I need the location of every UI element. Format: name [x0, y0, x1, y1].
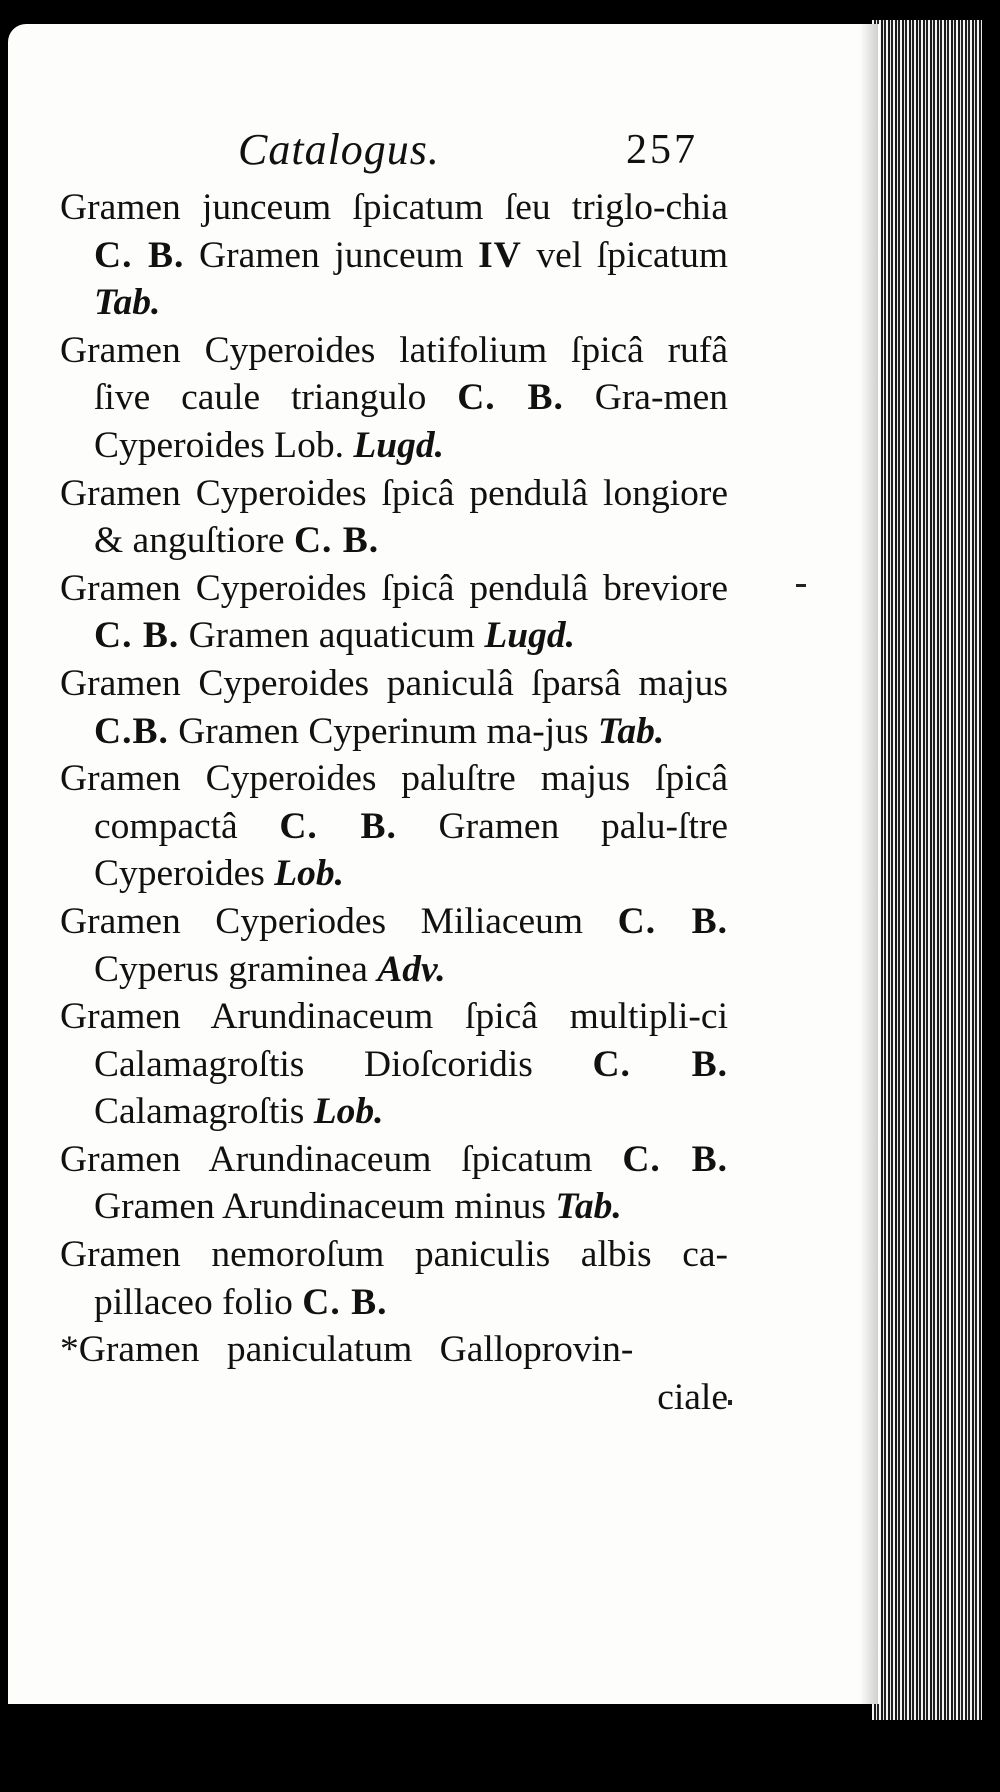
- source-abbreviation: Lob.: [274, 853, 344, 895]
- catalogue-entry: [60, 660, 728, 755]
- entry-text: Gramen Cyperiodes Miliaceum: [60, 900, 618, 942]
- catalogue-entry: [60, 755, 728, 898]
- author-abbreviation: C. B.: [302, 1281, 388, 1323]
- entry-text: Gramen Cyperoides ſpicâ pendulâ breviore: [60, 567, 728, 609]
- catalogue-entry: [60, 327, 728, 470]
- source-abbreviation: Tab.: [597, 710, 665, 752]
- catalogue-entry: [60, 1231, 728, 1326]
- entry-text: Gramen Cyperoides paluſtre majus ſpicâ compactâ: [60, 758, 728, 847]
- entry-text: Gramen Arundinaceum ſpicatum: [60, 1138, 623, 1180]
- running-title: Catalogus.: [238, 125, 440, 174]
- catalogue-entry: [60, 1136, 728, 1231]
- page-header: [238, 124, 698, 184]
- catchword: ciale: [657, 1376, 728, 1418]
- entry-text: Gramen Cyperinum ma-jus: [168, 710, 598, 752]
- entry-text: Gramen junceum ſpicatum ſeu triglo-chia: [60, 187, 728, 228]
- catalogue-entry: [60, 898, 728, 993]
- catalogue-entries: [60, 184, 728, 1374]
- author-abbreviation: C. B.: [622, 1138, 729, 1180]
- entry-text: Gramen junceum: [184, 234, 479, 276]
- author-abbreviation: C. B.: [94, 615, 180, 657]
- entry-text: Gra-men Cyperoides Lob.: [94, 377, 729, 466]
- author-abbreviation: C. B.: [293, 520, 380, 562]
- entry-text: Gramen palu-ſtre Cyperoides: [94, 805, 728, 895]
- entry-text: Gramen Cyperoides latifolium ſpicâ rufâ ſive caule triangulo: [60, 329, 728, 419]
- author-abbreviation: C. B.: [279, 805, 397, 847]
- entry-text: Cyperus graminea: [94, 948, 378, 990]
- author-abbreviation: C. B.: [457, 377, 564, 419]
- entry-text: Gramen Cyperoides ſpicâ pendulâ longiore & anguſtiore: [60, 472, 728, 562]
- book-page: [8, 24, 880, 1704]
- entry-text: Gramen Cyperoides paniculâ ſparsâ majus: [60, 662, 728, 704]
- author-abbreviation: C. B.: [592, 1043, 728, 1085]
- gutter-shadow: [860, 24, 878, 1704]
- entry-text: Gramen Arundinaceum ſpicâ multipli-ci Calamagroſtis Dioſcoridis: [60, 996, 728, 1085]
- source-abbreviation: Tab.: [94, 282, 161, 324]
- catalogue-entry: [60, 470, 728, 565]
- book-page-edges: [872, 20, 982, 1720]
- source-abbreviation: Lob.: [313, 1091, 384, 1133]
- print-speck: [728, 1400, 732, 1405]
- author-abbreviation: C. B.: [617, 900, 728, 942]
- entry-text: vel ſpicatum: [521, 234, 729, 276]
- author-abbreviation: C. B.: [94, 234, 185, 276]
- author-abbreviation: C.B.: [94, 710, 169, 752]
- entry-text: Gramen aquaticum: [179, 615, 485, 657]
- catalogue-entry: [60, 993, 728, 1136]
- source-abbreviation: Adv.: [377, 948, 446, 990]
- catalogue-entry: [60, 1326, 728, 1374]
- entry-text: *Gramen paniculatum Galloprovin-: [60, 1329, 634, 1371]
- source-abbreviation: Lugd.: [484, 615, 575, 657]
- page-number: 257: [626, 127, 698, 173]
- source-abbreviation: Tab.: [555, 1186, 622, 1228]
- catalogue-entry: [60, 184, 728, 327]
- entry-text: Calamagroſtis: [94, 1091, 314, 1133]
- entry-text: Gramen Arundinaceum minus: [94, 1186, 556, 1228]
- source-abbreviation: Lugd.: [353, 424, 444, 466]
- entry-text: Gramen nemoroſum paniculis albis ca-pillaceo folio: [60, 1234, 728, 1323]
- catalogue-entry: [60, 565, 728, 660]
- author-abbreviation: IV: [478, 234, 522, 276]
- print-speck: [796, 584, 806, 587]
